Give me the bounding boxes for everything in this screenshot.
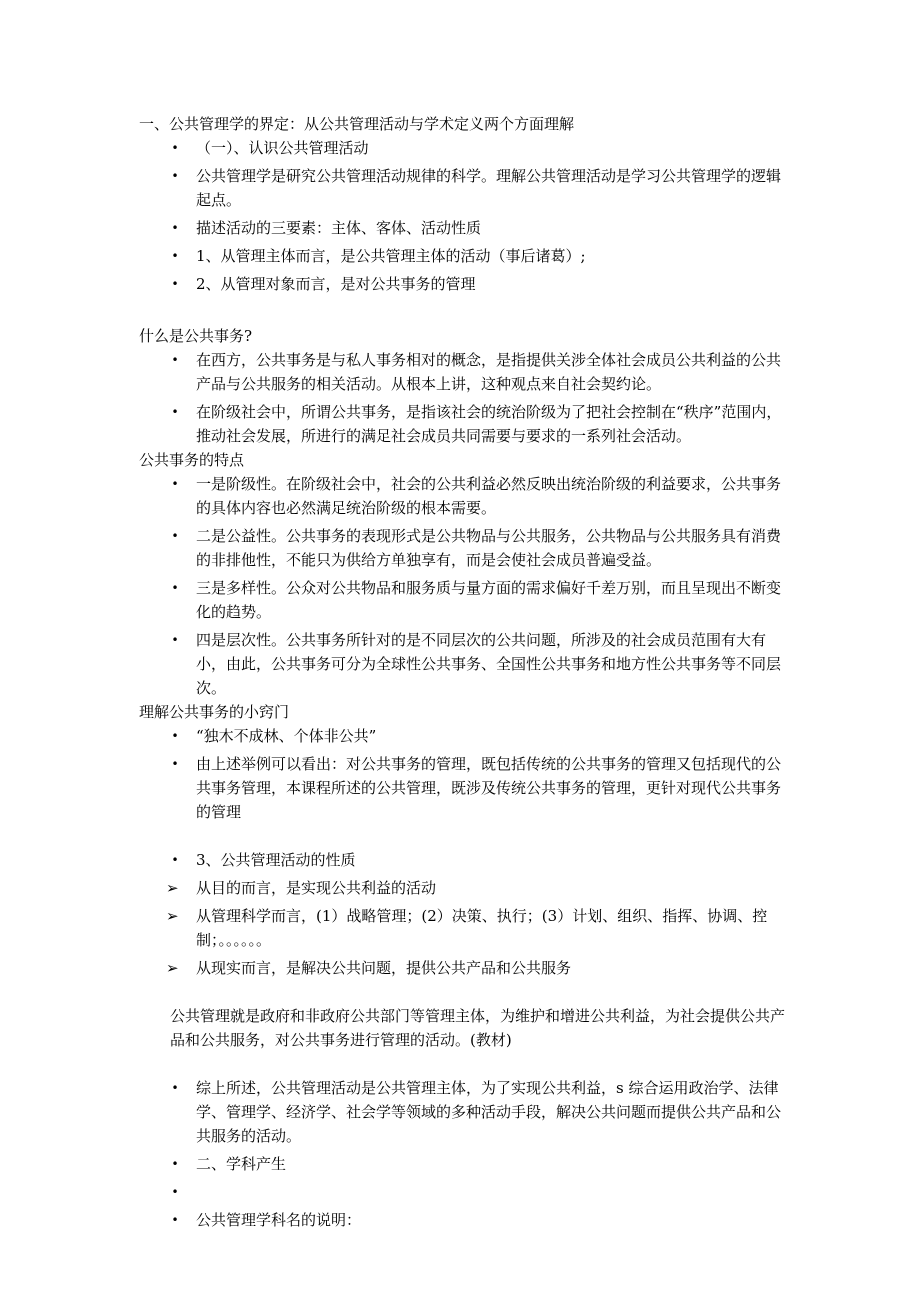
spacer (139, 980, 789, 1004)
list-item: • 1、从管理主体而言，是公共管理主体的活动（事后诸葛）; (139, 244, 789, 268)
list-item: ➢ 从现实而言，是解决公共问题，提供公共产品和公共服务 (139, 956, 789, 980)
bullet-icon: • (171, 141, 179, 155)
public-affairs-list (139, 348, 789, 448)
bullet-icon: • (171, 1157, 179, 1171)
list-item: • 在阶级社会中，所谓公共事务，是指该社会的统治阶级为了把社会控制在“秩序”范围内，推动社会发展，所进行的满足社会成员共同需要与要求的一系列社会活动。 (139, 400, 789, 448)
list-item (139, 1180, 789, 1204)
section-heading-characteristics: 公共事务的特点 (139, 451, 245, 469)
nature-list (139, 848, 789, 980)
definition-paragraph: 公共管理就是政府和非政府公共部门等管理主体，为维护和增进公共利益，为社会提供公共产品和公共服务，对公共事务进行管理的活动。(教材) (170, 1007, 786, 1049)
arrow-bullet-icon: ➢ (166, 907, 179, 925)
bullet-icon: • (171, 581, 179, 595)
bullet-icon: • (171, 405, 179, 419)
bullet-icon: • (171, 221, 179, 235)
list-item: • 三是多样性。公众对公共物品和服务质与量方面的需求偏好千差万别，而且呈现出不断变化的趋势。 (139, 576, 789, 624)
bullet-icon: • (171, 277, 179, 291)
spacer (139, 824, 789, 848)
spacer (139, 1052, 789, 1076)
summary-list (139, 1076, 789, 1232)
spacer (139, 300, 789, 324)
section-heading-definition: 一、公共管理学的界定：从公共管理活动与学术定义两个方面理解 (139, 115, 575, 133)
list-item: • 公共管理学是研究公共管理活动规律的科学。理解公共管理活动是学习公共管理学的逻辑起点。 (139, 164, 789, 212)
bullet-icon: • (171, 853, 179, 867)
list-item: • “独木不成林、个体非公共” (139, 724, 789, 748)
bullet-icon: • (171, 529, 179, 543)
list-item: • 描述活动的三要素：主体、客体、活动性质 (139, 216, 789, 240)
section-heading-tips: 理解公共事务的小窍门 (139, 703, 290, 721)
list-item: • 二是公益性。公共事务的表现形式是公共物品与公共服务，公共物品与公共服务具有消费的非排他性，不能只为供给方单独享有，而是会使社会成员普遍受益。 (139, 524, 789, 572)
list-item: • 由上述举例可以看出：对公共事务的管理，既包括传统的公共事务的管理又包括现代的公共事务管理，本课程所述的公共管理，既涉及传统公共事务的管理，更针对现代公共事务的管理 (139, 752, 789, 824)
arrow-bullet-icon: ➢ (166, 959, 179, 977)
bullet-icon: • (171, 757, 179, 771)
tips-list (139, 724, 789, 824)
list-item: • 公共管理学科名的说明： (139, 1208, 789, 1232)
bullet-icon: • (171, 1185, 179, 1199)
list-item: • 在西方，公共事务是与私人事务相对的概念，是指提供关涉全体社会成员公共利益的公共产品与公共服务的相关活动。从根本上讲，这种观点来自社会契约论。 (139, 348, 789, 396)
list-item: • 综上所述，公共管理活动是公共管理主体，为了实现公共利益，s 综合运用政治学、法律学、管理学、经济学、社会学等领域的多种活动手段，解决公共问题而提供公共产品和公共服务的活动。 (139, 1076, 789, 1148)
bullet-icon: • (171, 729, 179, 743)
list-item: ➢ 从目的而言，是实现公共利益的活动 (139, 876, 789, 900)
list-item: • 四是层次性。公共事务所针对的是不同层次的公共问题，所涉及的社会成员范围有大有小，由此，公共事务可分为全球性公共事务、全国性公共事务和地方性公共事务等不同层次。 (139, 628, 789, 700)
list-item: • （一）、认识公共管理活动 (139, 136, 789, 160)
document-body (139, 112, 789, 1232)
bullet-icon: • (171, 1213, 179, 1227)
bullet-icon: • (171, 169, 179, 183)
bullet-icon: • (171, 249, 179, 263)
bullet-icon: • (171, 1081, 179, 1095)
list-item: ➢ 从管理科学而言，(1）战略管理；(2）决策、执行；(3）计划、组织、指挥、协调、控制；。。。。。。 (139, 904, 789, 952)
list-item: • 3、公共管理活动的性质 (139, 848, 789, 872)
bullet-icon: • (171, 477, 179, 491)
list-item: • 一是阶级性。在阶级社会中，社会的公共利益必然反映出统治阶级的利益要求，公共事务的具体内容也必然满足统治阶级的根本需要。 (139, 472, 789, 520)
definition-list (139, 136, 789, 296)
list-item: • 2、从管理对象而言，是对公共事务的管理 (139, 272, 789, 296)
list-item: • 二、学科产生 (139, 1152, 789, 1176)
bullet-icon: • (171, 353, 179, 367)
arrow-bullet-icon: ➢ (166, 879, 179, 897)
bullet-icon: • (171, 633, 179, 647)
characteristics-list (139, 472, 789, 700)
section-heading-public-affairs: 什么是公共事务? (139, 327, 253, 345)
